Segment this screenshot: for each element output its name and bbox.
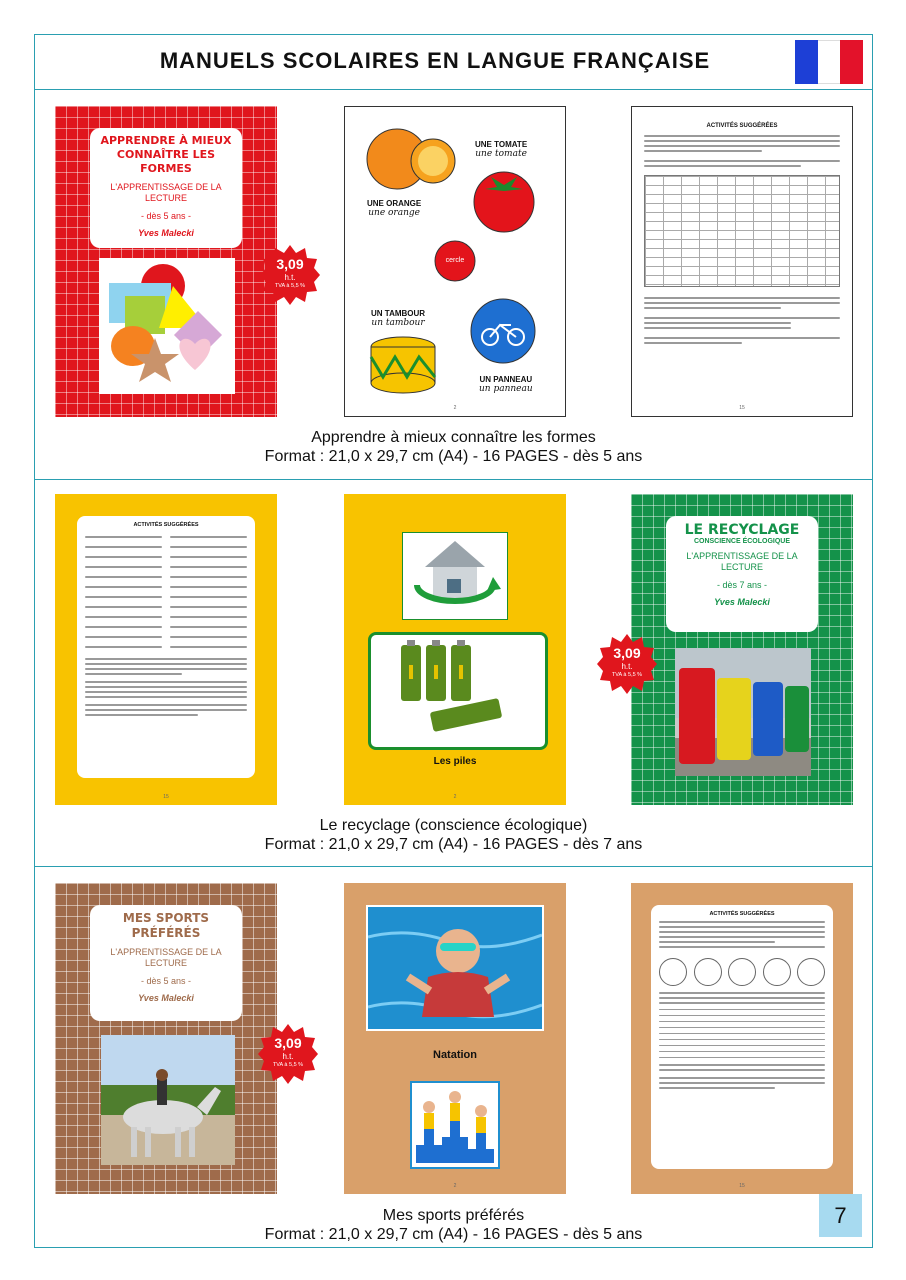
- label-tomate: [475, 140, 527, 159]
- cover-author: Yves Malecki: [714, 597, 770, 607]
- cover-subtitle: L'APPRENTISSAGE DE LA LECTURE: [110, 947, 222, 968]
- cover-age: - dès 5 ans -: [140, 211, 192, 221]
- activity-page-recyclage: [55, 494, 277, 805]
- activity-columns: [85, 532, 247, 652]
- label-tambour: [371, 309, 425, 328]
- horse-riding-photo: [101, 1035, 235, 1165]
- french-flag-icon: [795, 40, 863, 84]
- price-badge: [260, 245, 320, 305]
- cover-author: Yves Malecki: [138, 228, 194, 238]
- price-value: 3,09: [276, 256, 304, 272]
- batteries-image: [368, 632, 548, 750]
- price-value: 3,09: [274, 1035, 302, 1051]
- podium-image: [410, 1081, 500, 1169]
- page-number: 2: [453, 1183, 457, 1189]
- cover-title-box: [90, 128, 242, 248]
- book-cover-formes: [55, 106, 277, 417]
- object-label: UNE TOMATE: [475, 140, 528, 149]
- activity-title: ACTIVITÉS SUGGÉRÉES: [133, 522, 199, 528]
- object-script: une orange: [368, 208, 420, 218]
- price-tva: TVA à 5,5 %: [272, 1062, 304, 1068]
- cover-title-box: [90, 905, 242, 1021]
- page-number: 15: [163, 794, 169, 800]
- circle-row: [659, 958, 825, 986]
- activity-title: ACTIVITÉS SUGGÉRÉES: [709, 911, 775, 917]
- price-tva: TVA à 5,5 %: [611, 672, 643, 678]
- swimmer-photo: [366, 905, 544, 1031]
- sample-page-formes: [344, 106, 566, 417]
- book-cover-recyclage: [631, 494, 853, 805]
- cover-title: MES SPORTS PRÉFÉRÉS: [122, 911, 210, 940]
- book-caption: Apprendre à mieux connaître les formes: [311, 429, 596, 446]
- page-number: 15: [739, 1183, 745, 1189]
- object-script: une tomate: [475, 149, 527, 159]
- object-script: un tambour: [371, 318, 425, 328]
- cover-author: Yves Malecki: [138, 993, 194, 1003]
- shapes-illustration: [99, 258, 235, 394]
- sample-label: Natation: [433, 1049, 477, 1061]
- activity-page-sports: [631, 883, 853, 1194]
- activity-card: [77, 516, 255, 778]
- page-number: 2: [453, 405, 457, 411]
- label-orange: [367, 199, 421, 218]
- price-badge: [597, 634, 657, 694]
- book-cover-sports: [55, 883, 277, 1194]
- object-label: UN TAMBOUR: [371, 309, 426, 318]
- object-label: UNE ORANGE: [367, 199, 422, 208]
- object-script: un panneau: [479, 384, 533, 394]
- cover-subtitle: L'APPRENTISSAGE DE LA LECTURE: [110, 182, 222, 203]
- book-caption: Mes sports préférés: [382, 1207, 525, 1224]
- book-format: Format : 21,0 x 29,7 cm (A4) - 16 PAGES - dès 5 ans: [264, 1226, 643, 1243]
- activity-page-formes: [631, 106, 853, 417]
- cover-subtitle: L'APPRENTISSAGE DE LA LECTURE: [686, 551, 798, 572]
- label-cercle: cercle: [445, 257, 465, 264]
- price-value: 3,09: [613, 645, 641, 661]
- cover-title: APPRENDRE À MIEUX CONNAÎTRE LES FORMES: [100, 134, 232, 175]
- recycling-bins-photo: [675, 648, 811, 776]
- price-ht: h.t.: [284, 273, 296, 282]
- page-number-badge: 7: [819, 1194, 862, 1237]
- cover-age: - dès 7 ans -: [716, 580, 768, 590]
- label-panneau: [479, 375, 533, 394]
- price-tva: TVA à 5,5 %: [274, 283, 306, 289]
- price-badge: [258, 1024, 318, 1084]
- activity-card: [651, 905, 833, 1169]
- activity-table: [644, 175, 840, 287]
- activity-title: ACTIVITÉS SUGGÉRÉES: [706, 123, 778, 129]
- price-ht: h.t.: [621, 662, 633, 671]
- cover-subtitle2: CONSCIENCE ÉCOLOGIQUE: [693, 538, 791, 545]
- section-divider: [35, 479, 872, 480]
- page-title: MANUELS SCOLAIRES EN LANGUE FRANÇAISE: [159, 48, 711, 73]
- sample-page-sports: [344, 883, 566, 1194]
- page-number: 2: [453, 794, 457, 800]
- price-ht: h.t.: [282, 1052, 294, 1061]
- page-number: 15: [739, 405, 745, 411]
- cover-title: LE RECYCLAGE: [684, 522, 800, 538]
- book-format: Format : 21,0 x 29,7 cm (A4) - 16 PAGES - dès 7 ans: [264, 836, 643, 853]
- sample-label: Les piles: [433, 756, 477, 767]
- object-label: UN PANNEAU: [479, 375, 533, 384]
- section-divider: [35, 866, 872, 867]
- cover-title-box: [666, 516, 818, 632]
- recycle-house-image: [402, 532, 508, 620]
- sample-page-recyclage: [344, 494, 566, 805]
- cover-age: - dès 5 ans -: [140, 976, 192, 986]
- book-format: Format : 21,0 x 29,7 cm (A4) - 16 PAGES - dès 5 ans: [264, 448, 643, 465]
- book-caption: Le recyclage (conscience écologique): [319, 817, 588, 834]
- header: [35, 35, 872, 90]
